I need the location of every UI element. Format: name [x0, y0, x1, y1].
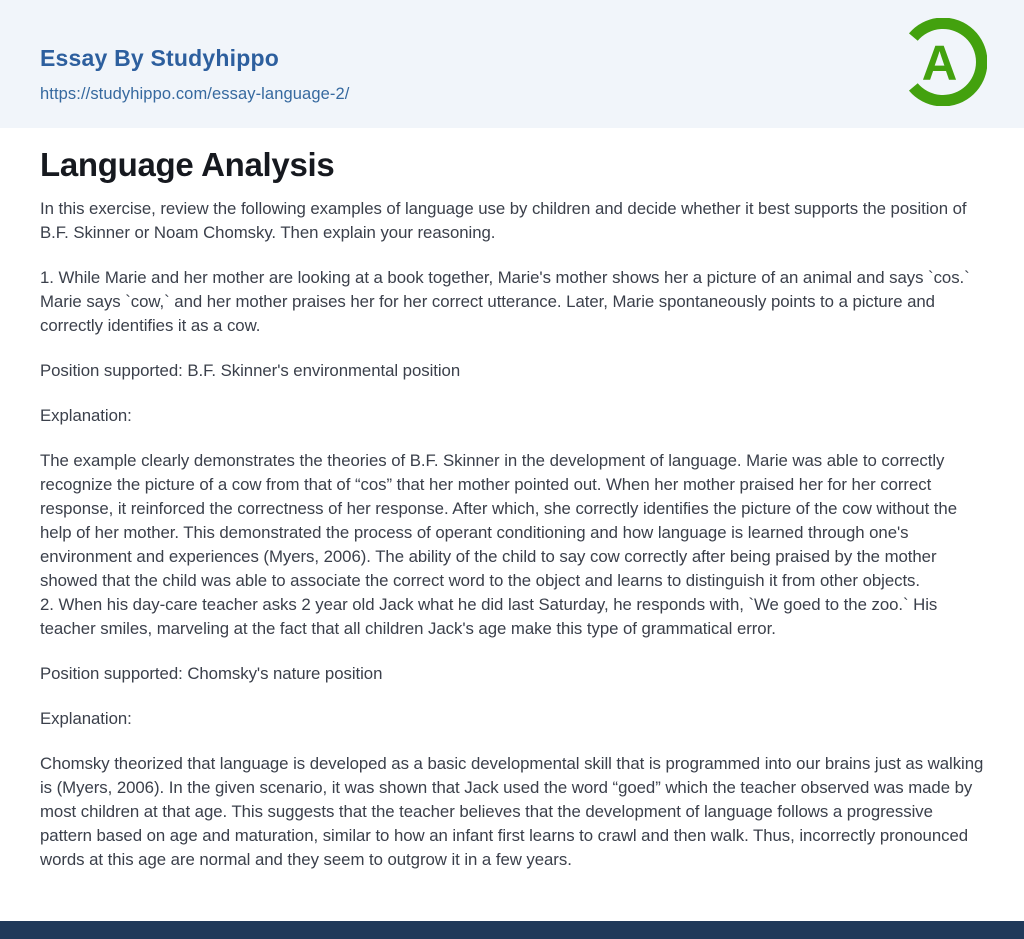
open-ring-a-icon — [899, 18, 987, 106]
paragraph-explanation-label-1: Explanation: — [40, 406, 132, 425]
logo-letter: A — [921, 35, 958, 91]
footer-bar — [0, 921, 1024, 939]
paragraph-intro: In this exercise, review the following examples of language use by children and decide whether it best supports the position of B.F. Skinner or Noam Chomsky. Then explain your reasoning. — [40, 199, 967, 242]
paragraph-position-2: Position supported: Chomsky's nature position — [40, 664, 383, 683]
site-title: Essay By Studyhippo — [40, 45, 279, 71]
paragraph-explanation-label-2: Explanation: — [40, 709, 132, 728]
paragraph-position-1: Position supported: B.F. Skinner's environmental position — [40, 361, 461, 380]
paragraph-explanation-1: The example clearly demonstrates the theories of B.F. Skinner in the development of language. Marie was able to correctly recognize the picture of a cow from that of “cos” that her mother pointed out. When her mother praised her for her correct response, it reinforced the correctness of her response. After which, she correctly identifies the picture of the cow without the help of her mother. This demonstrated the process of operant conditioning and how language is learned through one's environment and experiences (Myers, 2006). The ability of the child to say cow correctly after being praised by the mother showed that the child was able to associate the correct word to the object and learns to distinguish it from other objects. — [40, 451, 957, 590]
essay-body — [0, 128, 1024, 872]
header — [0, 0, 1024, 128]
page-title: Language Analysis — [40, 146, 335, 183]
essay-url-link[interactable]: https://studyhippo.com/essay-language-2/ — [40, 85, 350, 103]
paragraph-explanation-2: Chomsky theorized that language is developed as a basic developmental skill that is programmed into our brains just as walking is (Myers, 2006). In the given scenario, it was shown that Jack used the word “goed” which the teacher observed was made by most children at that age. This suggests that the teacher believes that the development of language follows a progressive pattern based on age and maturation, similar to how an infant first learns to crawl and then walk. Thus, incorrectly pronounced words at this age are normal and they seem to outgrow it in a few years. — [40, 754, 984, 869]
studyhippo-logo — [899, 18, 987, 106]
paragraph-example-2: 2. When his day-care teacher asks 2 year old Jack what he did last Saturday, he responds with, `We goed to the zoo.` His teacher smiles, marveling at the fact that all children Jack's age make this type of grammatical error. — [40, 595, 938, 638]
paragraph-example-1: 1. While Marie and her mother are looking at a book together, Marie's mother shows her a picture of an animal and says `cos.` Marie says `cow,` and her mother praises her for her correct utterance. Later, Marie spontaneously points to a picture and correctly identifies it as a cow. — [40, 268, 970, 335]
